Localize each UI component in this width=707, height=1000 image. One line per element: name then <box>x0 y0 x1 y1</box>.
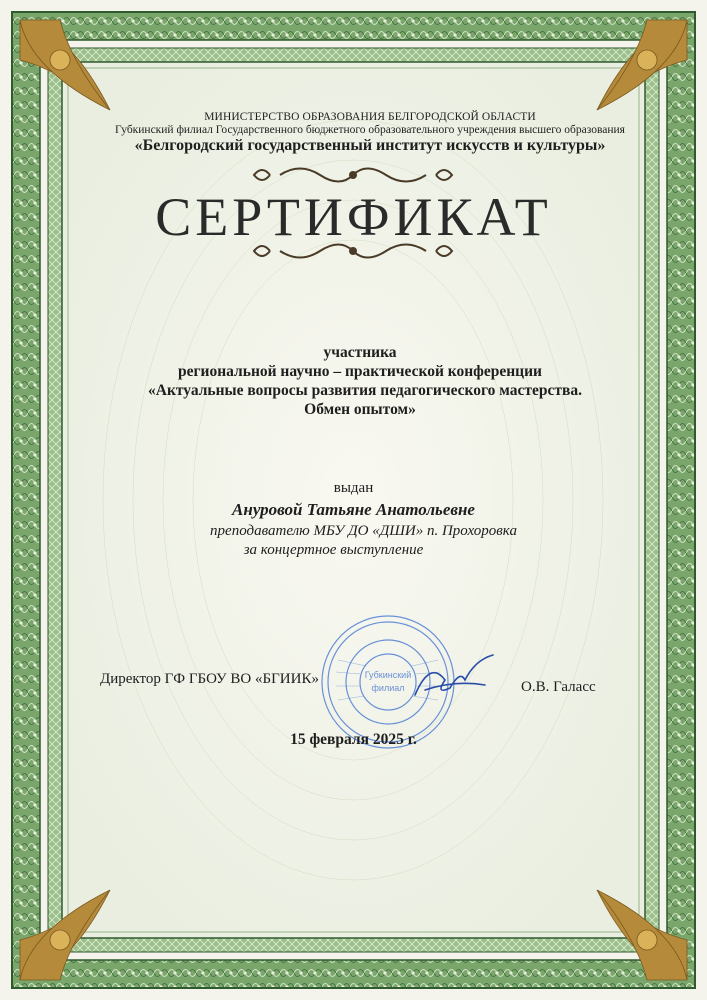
flourish-bottom <box>0 236 707 266</box>
certificate-date: 15 февраля 2025 г. <box>290 731 417 748</box>
issued-label: выдан <box>333 480 374 496</box>
handwritten-signature <box>405 650 500 705</box>
recipient-name: Ануровой Татьяне Анатольевне <box>232 500 475 519</box>
branch-line: Губкинский филиал Государственного бюджетного образовательного учреждения высшего образования <box>115 124 625 136</box>
body-line-3: «Актуальные вопросы развития педагогического мастерства. <box>148 382 582 399</box>
ministry-line: МИНИСТЕРСТВО ОБРАЗОВАНИЯ БЕЛГОРОДСКОЙ ОБЛАСТИ <box>204 111 536 123</box>
recipient-reason: за концертное выступление <box>243 542 424 558</box>
director-title: Директор ГФ ГБОУ ВО «БГИИК» <box>100 671 319 687</box>
signer-name: О.В. Галасс <box>521 679 596 695</box>
stamp-center-line-2: филиал <box>371 683 405 693</box>
recipient-position: преподавателю МБУ ДО «ДШИ» п. Прохоровка <box>210 523 517 539</box>
body-line-4: Обмен опытом» <box>304 401 416 418</box>
body-line-2: региональной научно – практической конференции <box>178 363 542 380</box>
body-line-1: участника <box>323 344 397 361</box>
institute-name: «Белгородский государственный институт искусств и культуры» <box>134 137 606 154</box>
certificate-title: СЕРТИФИКАТ <box>155 187 552 247</box>
flourish-top <box>0 160 707 190</box>
stamp-center-line-1: Губкинский <box>364 670 412 680</box>
